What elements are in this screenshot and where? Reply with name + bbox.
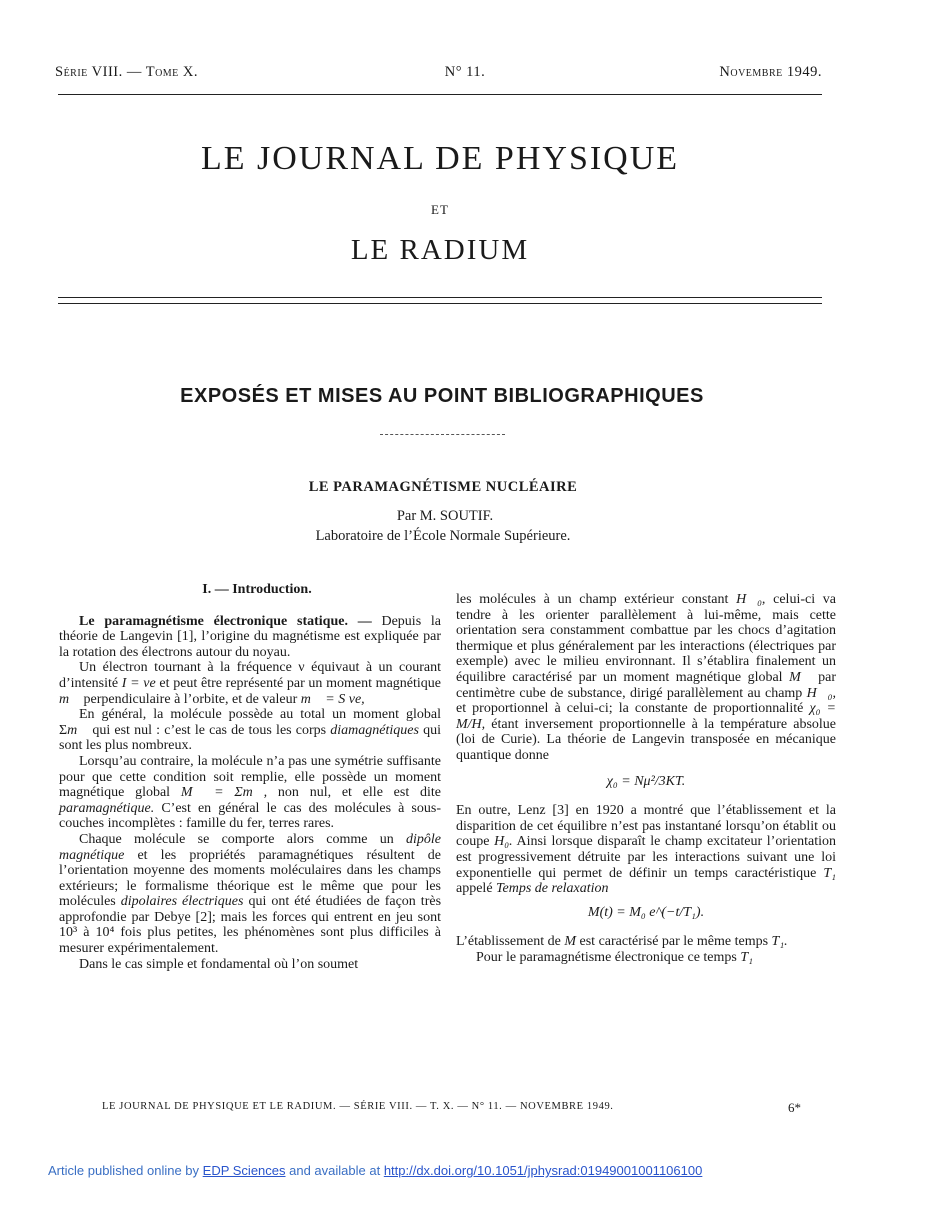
- header-series: Série VIII. — Tome X.: [55, 64, 199, 80]
- article-affiliation: Laboratoire de l’École Normale Supérieure.: [315, 528, 571, 544]
- doi-link[interactable]: http://dx.doi.org/10.1051/jphysrad:01949001001106100: [383, 1163, 703, 1178]
- journal-title-and: ET: [431, 202, 449, 217]
- text: est caractérisé par le même temps: [576, 934, 772, 950]
- text: Ainsi lorsque disparaît le champ excitateur l’orientation est progressivement détruite par les interactions suivant une loi exponentielle qui permet de définir un temps caractéristique: [456, 834, 836, 881]
- text: L’établissement de: [456, 934, 565, 950]
- title-rule-bottom: [58, 303, 822, 304]
- math: m⃗: [59, 691, 80, 707]
- paragraph: [456, 592, 836, 764]
- paragraph-heading: Le paramagnétisme électronique statique. —: [79, 613, 372, 629]
- paragraph: [59, 660, 441, 707]
- text: qui ont été étudiées de façon très approfondie par Debye [2]; mais les forces qui entrent en jeu sont 10³ à 10⁴ fois plus petites, les phénomènes sont plus difficiles à mesurer expérimentalement.: [59, 894, 442, 957]
- math: T₁: [740, 949, 754, 965]
- text: appelé: [456, 881, 497, 897]
- emphasis: dipolaires électriques: [120, 894, 244, 910]
- section-heading-introduction: I. — Introduction.: [202, 582, 312, 597]
- paragraph: [59, 754, 441, 832]
- text: et peut être représenté par un moment magnétique: [155, 675, 441, 691]
- text: En général, la molécule possède au total un moment global Σ: [59, 707, 441, 738]
- article-author: Par M. SOUTIF.: [396, 508, 494, 524]
- text: Depuis la théorie de Langevin [1], l’origine du magnétisme est expliquée par la rotation des électrons autour du noyau.: [59, 613, 442, 660]
- emphasis: paramagnétique.: [59, 800, 155, 816]
- math: m⃗ = S νe,: [300, 691, 365, 707]
- text: par centimètre cube de substance, dirigé parallèlement au champ: [456, 669, 836, 701]
- title-rule-top: [58, 297, 822, 298]
- text: Un électron tournant à la fréquence ν équivaut à un courant d’intensité: [59, 660, 441, 691]
- text: les molécules à un champ extérieur constant: [456, 592, 737, 607]
- header-rule: [58, 94, 822, 95]
- left-column: [59, 582, 441, 972]
- text: Pour le paramagnétisme électronique ce temps: [476, 949, 741, 965]
- footer-running-title: LE JOURNAL DE PHYSIQUE ET LE RADIUM. — SÉRIE VIII. — T. X. — N° 11. — NOVEMBRE 1949.: [102, 1101, 614, 1112]
- text: et proportionnel à celui-ci; la constante de proportionnalité: [456, 701, 810, 717]
- paragraph: [59, 614, 441, 661]
- emphasis: Temps de relaxation: [496, 881, 609, 897]
- text: qui est nul : c’est le cas de tous les corps: [88, 722, 331, 738]
- text: non nul, et elle est dite: [267, 785, 441, 801]
- publisher-notice: [48, 1163, 702, 1178]
- text: Dans le cas simple et fondamental où l’on soumet: [79, 956, 359, 972]
- text: C’est en général le cas des molécules à sous-couches incomplètes : famille du fer, terres rares.: [59, 800, 441, 832]
- page-number: 6*: [788, 1100, 801, 1115]
- equation-relaxation: M(t) = M₀ e^(−t/T₁).: [587, 904, 705, 920]
- paragraph: [59, 832, 441, 957]
- paragraph: [456, 803, 836, 897]
- text: étant inversement proportionnelle à la température absolue (loi de Curie). La théorie de Langevin transposée en mécanique quantique donne: [456, 716, 836, 763]
- math: H⃗₀,: [736, 592, 766, 607]
- emphasis: diamagnétiques: [330, 722, 419, 738]
- paragraph: [59, 707, 441, 754]
- edp-sciences-link[interactable]: EDP Sciences: [202, 1163, 286, 1178]
- math: H₀.: [494, 834, 513, 850]
- text: perpendiculaire à l’orbite, et de valeur: [80, 691, 301, 707]
- math: T₁: [823, 865, 836, 881]
- journal-title: LE JOURNAL DE PHYSIQUE: [200, 140, 680, 177]
- text: qui sont les plus nombreux.: [59, 722, 441, 754]
- math: M: [564, 934, 577, 950]
- section-divider: [380, 434, 505, 435]
- text: celui-ci va tendre à les orienter parallèlement à lui-même, mais cette orientation sera constamment combattue par les chocs d’agitation thermique et plus généralement par les interactions (électriques par exemple) avec le milieu environnant. Il s’établira finalement un équilibre caractérisé par un moment magnétique global: [456, 592, 836, 685]
- text: En outre, Lenz [3] en 1920 a montré que l’établissement et la disparition de cet équilibre n’est pas instantané lorsqu’on établit ou coupe: [456, 803, 836, 850]
- text: et les propriétés paramagnétiques résultent de l’orientation moyenne des moments moléculaires dans les champs extérieurs; le formalisme théorique est le même que pour les molécules: [59, 847, 441, 910]
- paragraph: [59, 957, 441, 973]
- text: Article published online by: [48, 1163, 203, 1178]
- paragraph: [456, 934, 836, 950]
- math: M⃗ = Σm⃗,: [180, 785, 268, 801]
- right-column: [456, 592, 836, 965]
- header-date: Novembre 1949.: [719, 64, 822, 80]
- math: H⃗₀,: [806, 685, 836, 701]
- math: I = νe: [121, 675, 156, 691]
- math: M⃗: [789, 669, 812, 685]
- emphasis: dipôle magnétique: [59, 831, 441, 863]
- math: m⃗: [67, 722, 89, 738]
- journal-title-radium: LE RADIUM: [350, 234, 530, 266]
- equation-curie: χ₀ = Nμ²/3KT.: [606, 773, 686, 789]
- math: χ₀ = M/H,: [456, 701, 836, 732]
- text: Lorsqu’au contraire, la molécule n’a pas une symétrie suffisante pour que cette condition soit remplie, elle possède un moment magnétique global: [59, 753, 441, 801]
- math: T₁.: [771, 934, 788, 950]
- header-issue-number: N° 11.: [444, 64, 486, 80]
- section-heading: EXPOSÉS ET MISES AU POINT BIBLIOGRAPHIQUES: [180, 385, 704, 407]
- article-title: LE PARAMAGNÉTISME NUCLÉAIRE: [308, 479, 578, 495]
- text: Chaque molécule se comporte alors comme un: [79, 831, 406, 847]
- text: and available at: [285, 1163, 384, 1178]
- paragraph: [456, 950, 836, 966]
